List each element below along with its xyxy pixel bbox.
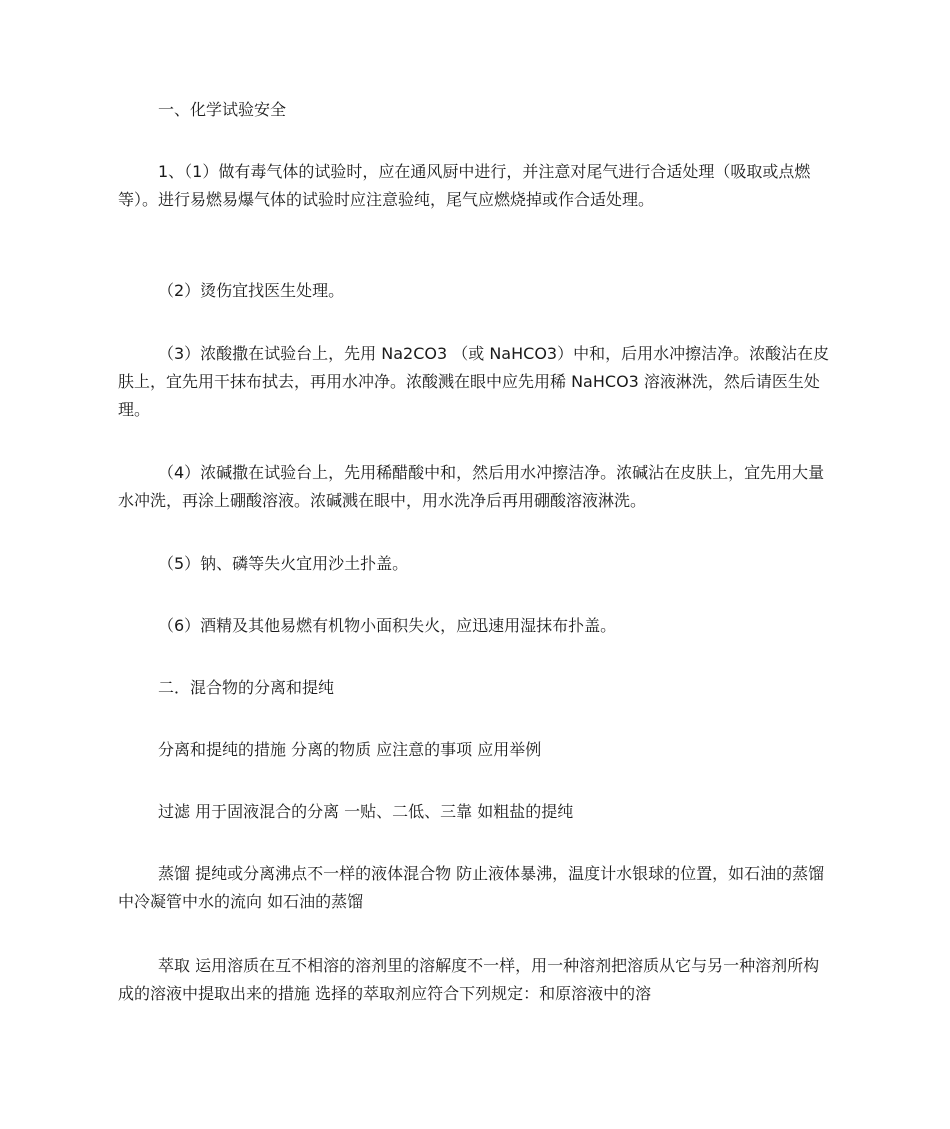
paragraph-toxic-gas: 1、（1）做有毒气体的试验时，应在通风厨中进行，并注意对尾气进行合适处理（吸取或点燃等）。进行易燃易爆气体的试验时应注意验纯，尾气应燃烧掉或作合适处理。: [118, 162, 811, 209]
paragraph-burns: （2）烫伤宜找医生处理。: [158, 281, 345, 300]
section-heading-lab-safety: 一、化学试验安全: [158, 100, 287, 119]
row-extraction: 萃取 运用溶质在互不相溶的溶剂里的溶解度不一样，用一种溶剂把溶质从它与另一种溶剂所构成的溶液中提取出来的措施 选择的萃取剂应符合下列规定：和原溶液中的溶: [118, 956, 820, 1003]
section-heading-separation: 二．混合物的分离和提纯: [158, 678, 335, 697]
paragraph-alcohol-fire: （6）酒精及其他易燃有机物小面积失火，应迅速用湿抹布扑盖。: [158, 616, 617, 635]
row-distillation: 蒸馏 提纯或分离沸点不一样的液体混合物 防止液体暴沸，温度计水银球的位置，如石油的蒸馏中冷凝管中水的流向 如石油的蒸馏: [118, 864, 825, 911]
paragraph-sodium-fire: （5）钠、磷等失火宜用沙土扑盖。: [158, 554, 409, 573]
row-filtration: 过滤 用于固液混合的分离 一贴、二低、三靠 如粗盐的提纯: [158, 802, 574, 821]
paragraph-alkali-spill: （4）浓碱撒在试验台上，先用稀醋酸中和，然后用水冲擦洁净。浓碱沾在皮肤上，宜先用大量水冲洗，再涂上硼酸溶液。浓碱溅在眼中，用水洗净后再用硼酸溶液淋洗。: [118, 463, 825, 510]
paragraph-acid-spill: （3）浓酸撒在试验台上，先用 Na2CO3 （或 NaHCO3）中和，后用水冲擦洁净。浓酸沾在皮肤上，宜先用干抹布拭去，再用水冲净。浓酸溅在眼中应先用稀 NaHCO3 溶液淋洗，然后请医生处理。: [118, 344, 830, 419]
table-header-line: 分离和提纯的措施 分离的物质 应注意的事项 应用举例: [158, 740, 542, 759]
